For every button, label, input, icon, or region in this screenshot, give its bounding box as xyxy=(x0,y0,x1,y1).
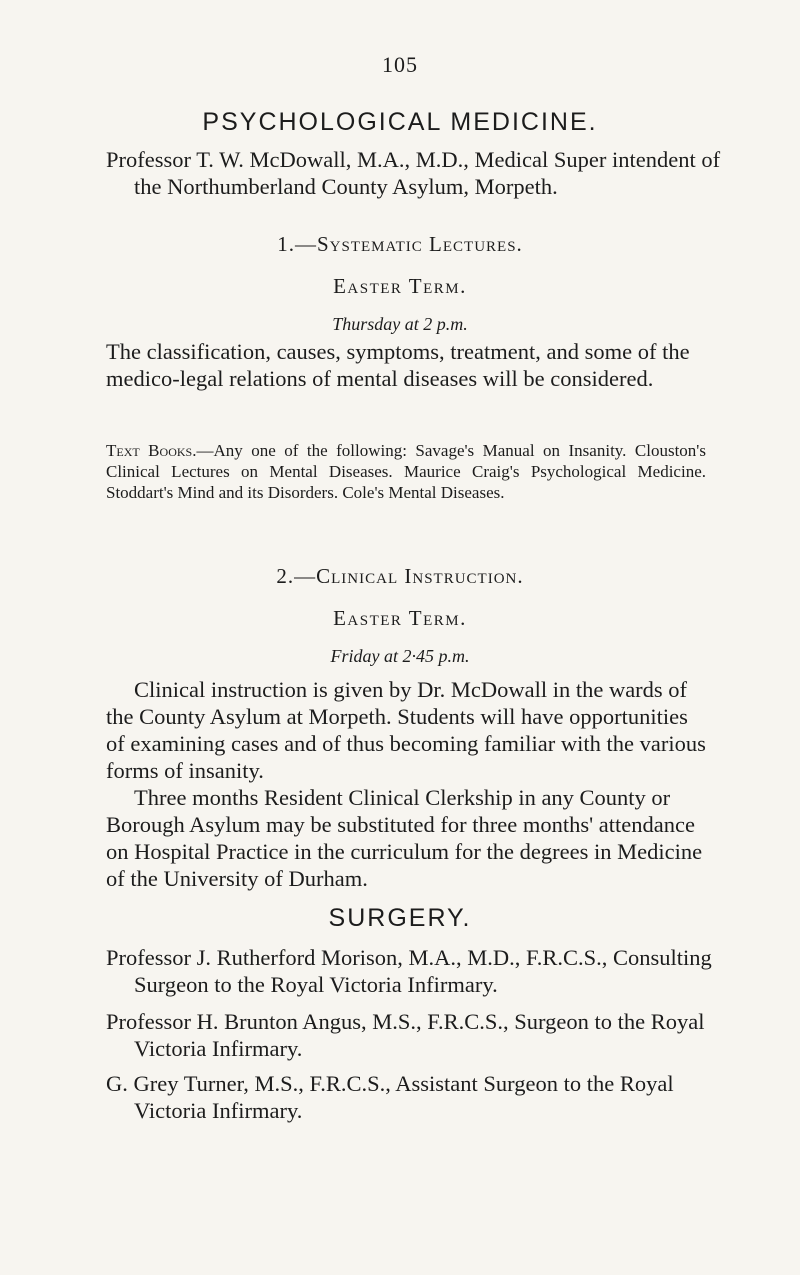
section2-term: Easter Term. xyxy=(333,606,467,630)
section2-para1: Clinical instruction is given by Dr. McDowall in the wards of the County Asylum at Morpeth. Students will have opportunities of examining cases and of thus becoming familiar with the various forms of insanity. xyxy=(106,677,706,783)
page-number: 105 xyxy=(382,52,418,77)
section1-term: Easter Term. xyxy=(333,274,467,298)
surgery-staff-2: Professor H. Brunton Angus, M.S., F.R.C.S., Surgeon to the Royal Victoria Infirmary. xyxy=(106,1009,705,1061)
text-books-label: Text Books. xyxy=(106,441,197,460)
section2-time: Friday at 2·45 p.m. xyxy=(330,646,470,666)
section1-title: 1.—Systematic Lectures. xyxy=(277,232,523,256)
surgery-staff-3: G. Grey Turner, M.S., F.R.C.S., Assistant Surgeon to the Royal Victoria Infirmary. xyxy=(106,1071,674,1123)
surgery-heading: SURGERY. xyxy=(328,904,472,932)
section1-description: The classification, causes, symptoms, treatment, and some of the medico-legal relations of mental diseases will be considered. xyxy=(106,339,690,391)
section1-time: Thursday at 2 p.m. xyxy=(332,314,468,334)
psych-heading: PSYCHOLOGICAL MEDICINE. xyxy=(202,108,598,136)
psych-professor: Professor T. W. McDowall, M.A., M.D., Medical Super intendent of the Northumberland County Asylum, Morpeth. xyxy=(106,147,721,199)
surgery-staff-1: Professor J. Rutherford Morison, M.A., M.D., F.R.C.S., Consulting Surgeon to the Royal Victoria Infirmary. xyxy=(106,945,712,997)
section2-para2: Three months Resident Clinical Clerkship in any County or Borough Asylum may be substituted for three months' attendance on Hospital Practice in the curriculum for the degrees in Medicine of the University of Durham. xyxy=(106,785,703,891)
section2-title: 2.—Clinical Instruction. xyxy=(276,564,524,588)
text-books-list: —Any one of the following: Savage's Manual on Insanity. Clouston's Clinical Lectures on Mental Diseases. Maurice Craig's Psychological Medicine. Stoddart's Mind and its Disorders. Cole's Mental Diseases. xyxy=(106,441,706,502)
text-books xyxy=(106,440,706,503)
